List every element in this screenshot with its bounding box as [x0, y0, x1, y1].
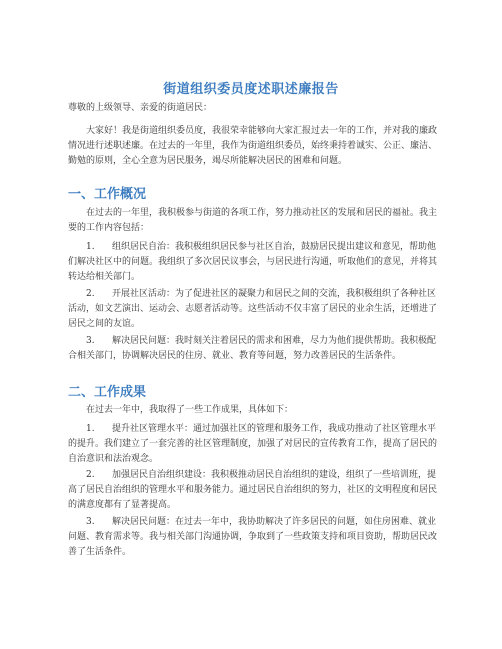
- item-text: 提升社区管理水平：通过加强社区的管理和服务工作，我成功推动了社区管理水平的提升。我们建立了一套完善的社区管理制度，加强了对居民的宣传教育工作，提高了居民的自治意识和法治观念。: [68, 424, 438, 464]
- item-text: 组织居民自治：我积极组织居民参与社区自治，鼓励居民提出建议和意见，帮助他们解决社区中的问题。我组织了多次居民议事会，与居民进行沟通，听取他们的意见，并将其转达给相关部门。: [68, 242, 438, 282]
- item-text: 加强居民自治组织建设：我积极推动居民自治组织的建设，组织了一些培训班，提高了居民自治组织的管理水平和服务能力。通过居民自治组织的努力，社区的文明程度和居民的满意度都有了显著提高。: [68, 470, 438, 510]
- overview-item: [68, 334, 438, 364]
- overview-item: [68, 287, 438, 332]
- greeting: 尊敬的上级领导、亲爱的街道居民：: [68, 103, 213, 113]
- results-item: [68, 468, 438, 513]
- results-item: [68, 515, 438, 560]
- results-lead: 在过去一年中，我取得了一些工作成果，具体如下：: [86, 405, 294, 415]
- item-text: 开展社区活动：为了促进社区的凝聚力和居民之间的交流，我积极组织了各种社区活动，如文艺演出、运动会、志愿者活动等。这些活动不仅丰富了居民的业余生活，还增进了居民之间的友谊。: [68, 289, 438, 329]
- item-text: 解决居民问题：我时刻关注着居民的需求和困难，尽力为他们提供帮助。我积极配合相关部门，协调解决居民的住房、就业、教育等问题，努力改善居民的生活条件。: [68, 336, 437, 361]
- item-number: 3.: [86, 517, 95, 527]
- document-title: 街道组织委员度述职述廉报告: [163, 82, 339, 97]
- item-number: 2.: [86, 289, 95, 299]
- intro-paragraph: 大家好！我是街道组织委员度，我很荣幸能够向大家汇报过去一年的工作，并对我的廉政情况进行述职述廉。在过去的一年里，我作为街道组织委员，始终秉持着诚实、公正、廉洁、勤勉的原则，全心全意为居民服务，竭尽所能解决居民的困难和问题。: [68, 126, 438, 166]
- item-number: 1.: [86, 424, 95, 434]
- overview-lead: 在过去的一年里，我积极参与街道的各项工作，努力推动社区的发展和居民的福祉。我主要的工作内容包括：: [68, 208, 438, 233]
- item-text: 解决居民问题：在过去一年中，我协助解决了许多居民的问题，如住房困难、就业问题、教育需求等。我与相关部门沟通协调，争取到了一些政策支持和项目资助，帮助居民改善了生活条件。: [68, 517, 438, 557]
- item-number: 3.: [86, 336, 95, 346]
- item-number: 2.: [86, 470, 95, 480]
- section-heading-overview: 一、工作概况: [68, 187, 147, 202]
- overview-item: [68, 240, 438, 285]
- item-number: 1.: [86, 242, 95, 252]
- results-item: [68, 422, 438, 467]
- section-heading-results: 二、工作成果: [68, 385, 147, 400]
